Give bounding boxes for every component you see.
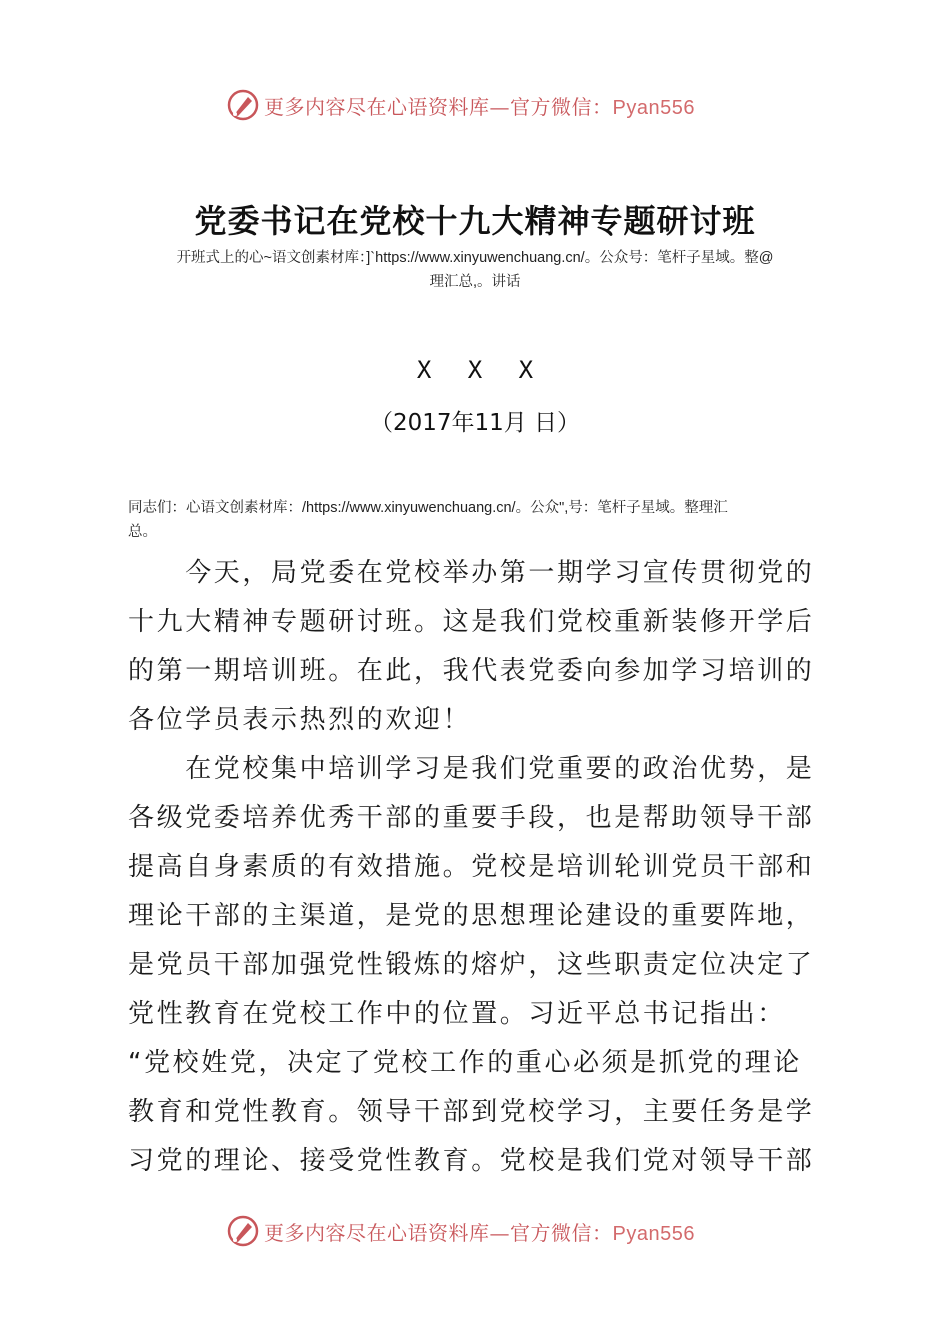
body-line: 的第一期培训班。在此，我代表党委向参加学习培训的	[128, 656, 815, 686]
wechat-id: Pyan556	[612, 97, 695, 119]
salutation-note-line-2: 总。	[128, 524, 157, 540]
body-line: 今天，局党委在党校举办第一期学习宣传贯彻党的	[128, 558, 815, 588]
subtitle-line-2: 理汇总,。讲话	[429, 274, 521, 290]
subtitle-line-1: 开班式上的心~语文创素材库：]`https://www.xinyuwenchuang.cn/。公众号：笔杆子星域。整@	[176, 250, 774, 266]
banner-text: 更多内容尽在心语资料库—官方微信：Pyan556	[264, 95, 695, 119]
body-line: 理论干部的主渠道，是党的思想理论建设的重要阵地，	[128, 901, 815, 931]
body-line: 教育和党性教育。领导干部到党校学习，主要任务是学	[128, 1097, 815, 1127]
body-line: 十九大精神专题研讨班。这是我们党校重新装修开学后	[128, 607, 815, 637]
speech-date: （2017年11月 日）	[369, 410, 581, 436]
body-line: 在党校集中培训学习是我们党重要的政治优势，是	[128, 754, 815, 784]
wechat-id: Pyan556	[612, 1223, 695, 1245]
body-line: “党校姓党，决定了党校工作的重心必须是抓党的理论	[128, 1048, 802, 1078]
body-line: 是党员干部加强党性锻炼的熔炉，这些职责定位决定了	[128, 950, 815, 980]
salutation-note-line-1: 同志们：心语文创素材库：/https://www.xinyuwenchuang.cn/。公众",号：笔杆子星域。整理汇	[128, 500, 728, 516]
body-line: 各级党委培养优秀干部的重要手段，也是帮助领导干部	[128, 803, 815, 833]
body-line: 提高自身素质的有效措施。党校是培训轮训党员干部和	[128, 852, 815, 882]
body-line: 党性教育在党校工作中的位置。习近平总书记指出：	[128, 999, 786, 1029]
document-title: 党委书记在党校十九大精神专题研讨班	[194, 202, 756, 240]
footer-watermark-banner	[0, 1210, 950, 1250]
banner-text: 更多内容尽在心语资料库—官方微信：Pyan556	[264, 1221, 695, 1245]
header-watermark-banner	[0, 84, 950, 124]
pen-nib-logo-icon	[226, 1214, 260, 1248]
body-line: 习党的理论、接受党性教育。党校是我们党对领导干部	[128, 1146, 815, 1176]
author-name: X X X	[416, 356, 534, 384]
body-line: 各位学员表示热烈的欢迎！	[128, 705, 472, 735]
pen-nib-logo-icon	[226, 88, 260, 122]
